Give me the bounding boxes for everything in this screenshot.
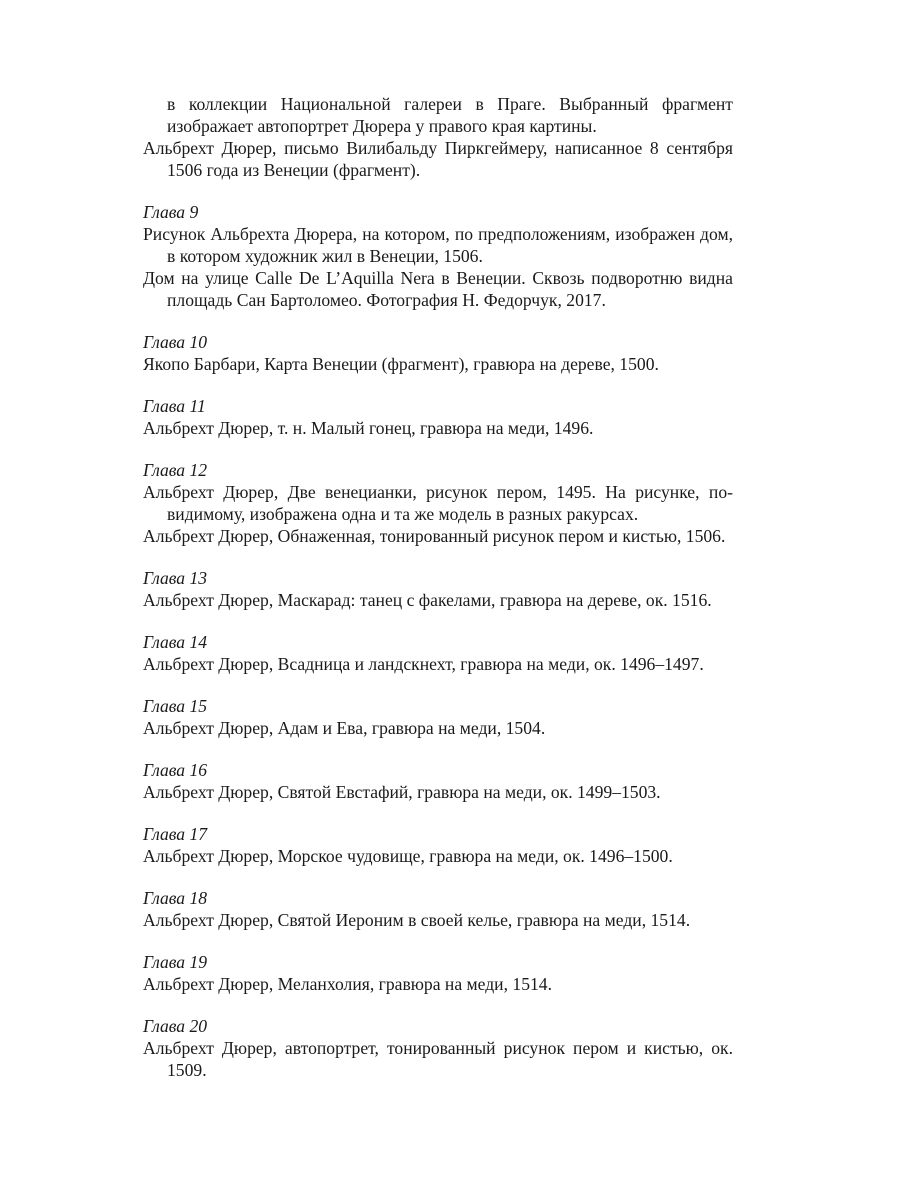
chapter-section [143,567,733,611]
chapter-title: Глава 9 [143,202,199,222]
illustration-entry: Альбрехт Дюрер, Морское чудовище, гравюра на меди, ок. 1496–1500. [143,846,673,866]
chapter-section [143,951,733,995]
chapter-title: Глава 12 [143,460,208,480]
illustration-list-page [143,93,733,1081]
illustration-entry: Якопо Барбари, Карта Венеции (фрагмент), гравюра на дереве, 1500. [143,354,659,374]
chapter-section [143,395,733,439]
illustration-entry: Альбрехт Дюрер, т. н. Малый гонец, гравюра на меди, 1496. [143,418,594,438]
chapter-title: Глава 20 [143,1016,208,1036]
chapter-title: Глава 10 [143,332,208,352]
chapter-section [143,631,733,675]
chapter-title: Глава 16 [143,760,208,780]
chapter-title: Глава 14 [143,632,208,652]
chapter-title: Глава 11 [143,396,206,416]
chapter-section [143,823,733,867]
illustration-entry: Альбрехт Дюрер, Адам и Ева, гравюра на меди, 1504. [143,718,546,738]
illustration-entry: Альбрехт Дюрер, Всадница и ландскнехт, гравюра на меди, ок. 1496–1497. [143,654,704,674]
continued-entry: в коллекции Национальной галереи в Праге. Выбранный фрагмент изображает автопортрет Дюрера у правого края картины. [167,94,733,136]
illustration-entry: Альбрехт Дюрер, Маскарад: танец с факелами, гравюра на дереве, ок. 1516. [143,590,712,610]
chapter-title: Глава 19 [143,952,208,972]
chapter-section [143,695,733,739]
illustration-entry: Альбрехт Дюрер, Обнаженная, тонированный рисунок пером и кистью, 1506. [143,526,726,546]
chapter-title: Глава 13 [143,568,208,588]
illustration-entry: Альбрехт Дюрер, письмо Вилибальду Пиркгеймеру, написанное 8 сентября 1506 года из Венеции (фрагмент). [143,138,733,180]
chapter-title: Глава 17 [143,824,208,844]
illustration-entry: Рисунок Альбрехта Дюрера, на котором, по предположениям, изображен дом, в котором художник жил в Венеции, 1506. [143,224,733,266]
chapter-section [143,331,733,375]
chapter-section [143,887,733,931]
chapter-section [143,759,733,803]
illustration-entry: Дом на улице Calle De L’Aquilla Nera в Венеции. Сквозь подворотню видна площадь Сан Бартоломео. Фотография Н. Федорчук, 2017. [143,268,733,310]
chapter-title: Глава 15 [143,696,208,716]
illustration-entry: Альбрехт Дюрер, автопортрет, тонированный рисунок пером и кистью, ок. 1509. [143,1038,733,1080]
chapter-section [143,459,733,547]
chapter-title: Глава 18 [143,888,208,908]
illustration-entry: Альбрехт Дюрер, Святой Иероним в своей келье, гравюра на меди, 1514. [143,910,691,930]
illustration-entry: Альбрехт Дюрер, Две венецианки, рисунок пером, 1495. На рисунке, по-видимому, изображена одна и та же модель в разных ракурсах. [143,482,733,524]
chapter-section [143,201,733,311]
illustration-entry: Альбрехт Дюрер, Меланхолия, гравюра на меди, 1514. [143,974,552,994]
illustration-entry: Альбрехт Дюрер, Святой Евстафий, гравюра на меди, ок. 1499–1503. [143,782,661,802]
chapter-section [143,1015,733,1081]
